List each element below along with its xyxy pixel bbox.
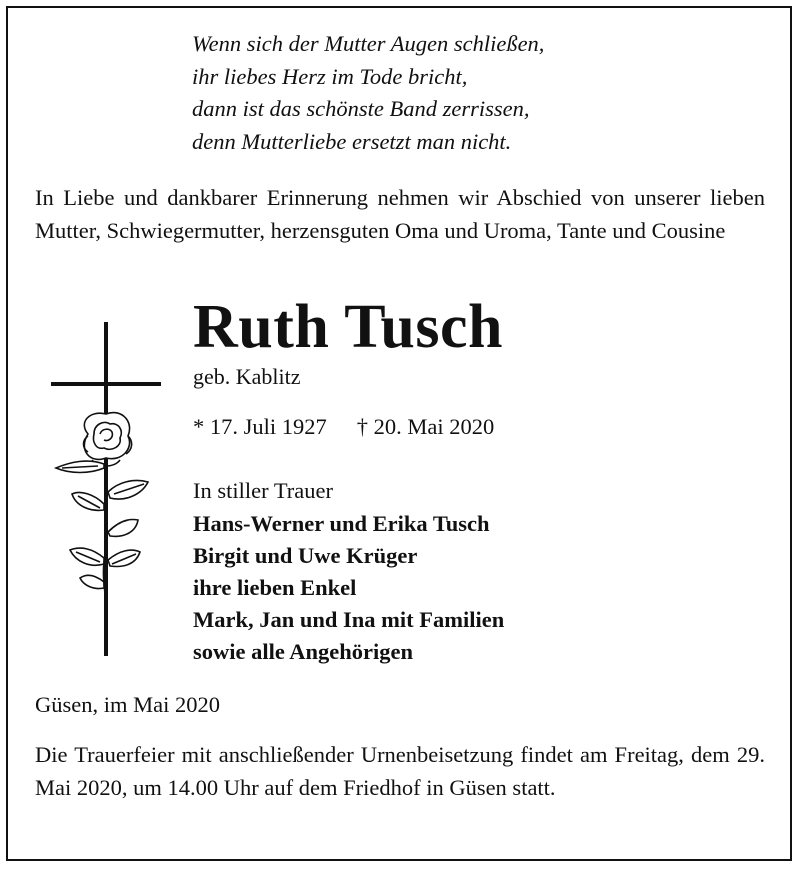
poem-line: dann ist das schönste Band zerrissen, bbox=[192, 96, 530, 121]
poem-line: denn Mutterliebe ersetzt man nicht. bbox=[192, 128, 512, 154]
death-date: † 20. Mai 2020 bbox=[356, 414, 495, 439]
mourner-line: sowie alle Angehörigen bbox=[193, 639, 413, 664]
memorial-poem bbox=[192, 28, 544, 158]
cross-with-rose-icon bbox=[48, 322, 166, 656]
poem-line: Wenn sich der Mutter Augen schließen, bbox=[192, 31, 545, 56]
deceased-name: Ruth Tusch bbox=[193, 293, 504, 361]
mourner-line: Birgit und Uwe Krüger bbox=[193, 543, 418, 568]
birth-name: geb. Kablitz bbox=[193, 364, 301, 389]
birth-date: * 17. Juli 1927 bbox=[193, 414, 327, 439]
mourner-line: Hans-Werner und Erika Tusch bbox=[193, 511, 490, 536]
mourner-line: ihre lieben Enkel bbox=[193, 575, 357, 600]
mourning-label: In stiller Trauer bbox=[193, 478, 333, 503]
intro-text: In Liebe und dankbarer Erinnerung nehmen wir Abschied von unserer lieben Mutter, Schwiegermutter, herzensguten Oma und Uroma, Tante und Cousine bbox=[35, 185, 765, 243]
mourners-list bbox=[193, 508, 504, 668]
ceremony-details: Die Trauerfeier mit anschließender Urnenbeisetzung findet am Freitag, dem 29. Mai 2020, um 14.00 Uhr auf dem Friedhof in Güsen statt. bbox=[35, 742, 765, 800]
poem-line: ihr liebes Herz im Tode bricht, bbox=[192, 63, 468, 89]
mourner-line: Mark, Jan und Ina mit Familien bbox=[193, 607, 505, 632]
place-and-date: Güsen, im Mai 2020 bbox=[35, 692, 220, 717]
life-dates bbox=[193, 414, 494, 440]
